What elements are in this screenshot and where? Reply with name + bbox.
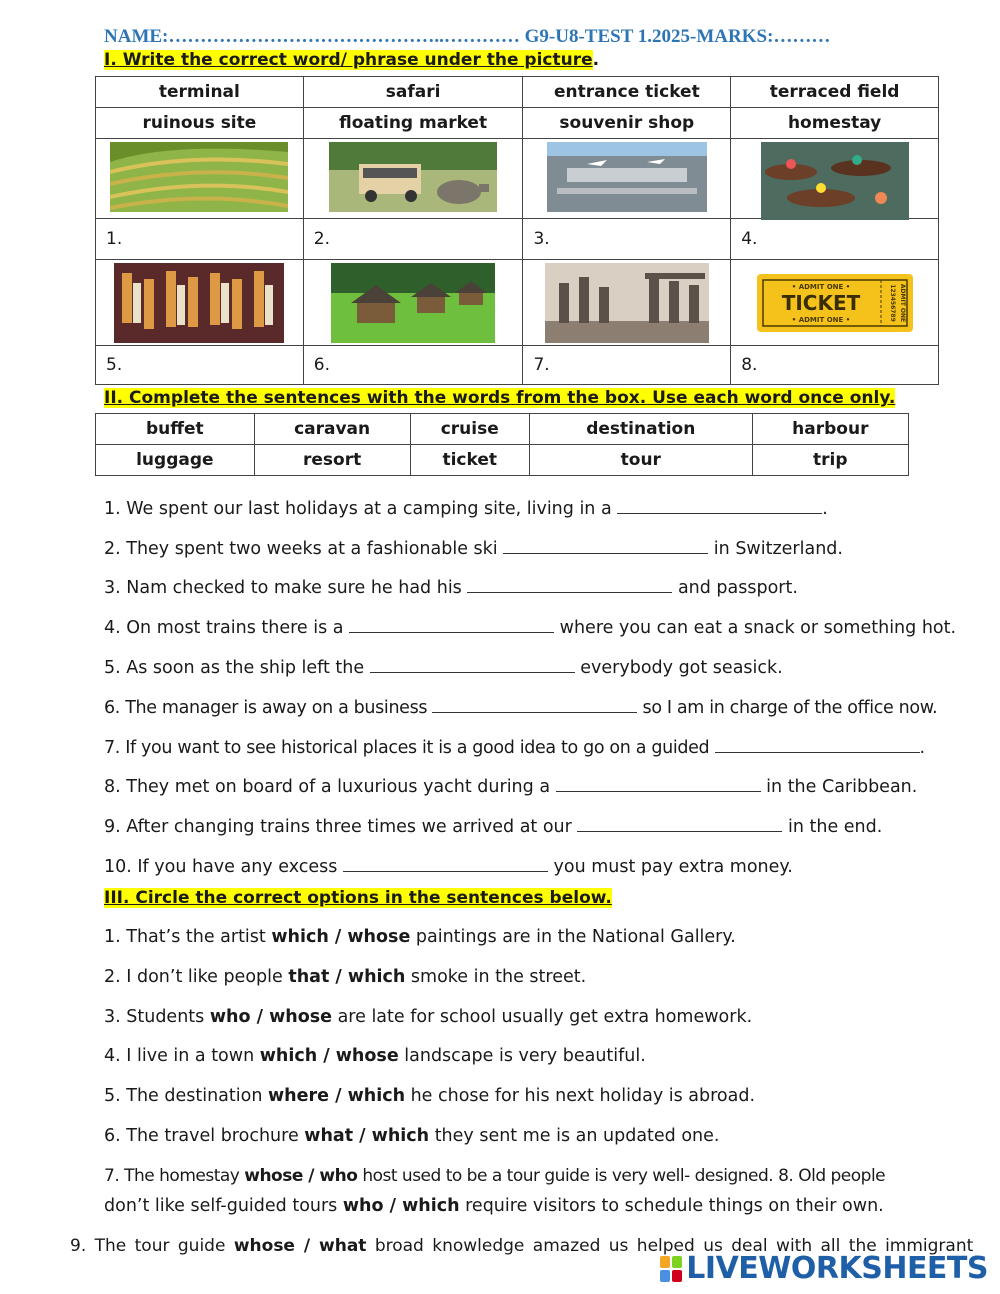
option-choices[interactable]: whose / who — [244, 1166, 358, 1186]
word-cell: souvenir shop — [523, 108, 731, 139]
sentence-text: 4. I live in a town — [104, 1046, 260, 1066]
sentence-text: don’t like self-guided tours — [104, 1196, 343, 1216]
box-word: trip — [752, 445, 908, 476]
choice-sentence — [104, 1046, 646, 1066]
picture-cell-souvenir-shop — [96, 260, 304, 346]
option-choices[interactable]: where / which — [268, 1086, 406, 1106]
fill-sentence — [104, 698, 937, 718]
sentence-text: he chose for his next holiday is abroad. — [405, 1086, 756, 1106]
test-header: NAME:……………………………………..………… G9-U8-TEST 1.2025-MARKS:……… — [104, 26, 831, 47]
sentence-text: and passport. — [672, 578, 798, 598]
sentence-text: 6. The travel brochure — [104, 1126, 305, 1146]
word-cell: terminal — [96, 77, 304, 108]
answer-cell[interactable]: 1. — [96, 219, 304, 260]
choice-sentence — [104, 967, 586, 987]
box-word: resort — [254, 445, 410, 476]
word-cell: safari — [303, 77, 523, 108]
fill-sentence — [104, 658, 783, 678]
sentence-text: in Switzerland. — [708, 539, 843, 559]
section-1-title-period: . — [592, 50, 600, 70]
section-1-title-text: I. Write the correct word/ phrase under the picture — [104, 50, 593, 70]
box-word: buffet — [96, 414, 255, 445]
option-choices[interactable]: that / which — [288, 967, 406, 987]
sentence-text: 10. If you have any excess — [104, 857, 343, 877]
picture-cell-homestay — [303, 260, 523, 346]
sentence-text: they sent me is an updated one. — [429, 1126, 720, 1146]
souvenir-shop-image — [114, 263, 284, 343]
section-1-table — [95, 76, 939, 385]
answer-cell[interactable]: 6. — [303, 346, 523, 385]
sentence-text: . — [822, 499, 828, 519]
box-word: ticket — [410, 445, 529, 476]
choice-sentence — [104, 927, 736, 947]
floating-market-image — [761, 142, 909, 220]
section-3-title — [104, 888, 612, 908]
sentence-text: 2. They spent two weeks at a fashionable ski — [104, 539, 504, 559]
fill-sentence — [104, 499, 828, 519]
blank-field[interactable] — [577, 817, 782, 832]
sentence-text: host used to be a tour guide is very well- designed. 8. Old people — [357, 1166, 886, 1186]
liveworksheets-icon — [660, 1256, 682, 1282]
word-cell: terraced field — [731, 77, 939, 108]
blank-field[interactable] — [432, 698, 637, 713]
choice-sentence — [104, 1007, 752, 1027]
sentence-text: in the end. — [782, 817, 883, 837]
blank-field[interactable] — [370, 658, 575, 673]
fill-sentence — [104, 618, 956, 638]
homestay-image — [331, 263, 495, 343]
blank-field[interactable] — [467, 578, 672, 593]
section-1-title — [104, 50, 599, 70]
choice-sentence — [104, 1196, 884, 1216]
word-cell: homestay — [731, 108, 939, 139]
fill-sentence — [104, 777, 917, 797]
picture-cell-floating-market — [731, 139, 939, 219]
word-cell: entrance ticket — [523, 77, 731, 108]
choice-sentence — [104, 1086, 755, 1106]
sentence-text: where you can eat a snack or something hot. — [554, 618, 957, 638]
safari-image — [329, 142, 497, 212]
box-word: caravan — [254, 414, 410, 445]
blank-field[interactable] — [715, 738, 920, 753]
sentence-text: so I am in charge of the office now. — [637, 698, 938, 718]
picture-cell-safari — [303, 139, 523, 219]
section-3-title-text: III. Circle the correct options in the sentences below. — [104, 888, 612, 908]
sentence-text: broad knowledge amazed us helped us deal with all the immigrant — [366, 1236, 974, 1256]
option-choices[interactable]: who / whose — [209, 1007, 333, 1027]
box-word: cruise — [410, 414, 529, 445]
ticket-side-text: ADMIT ONE — [898, 283, 906, 323]
box-word: tour — [529, 445, 752, 476]
picture-cell-ruinous-site — [523, 260, 731, 346]
box-word: luggage — [96, 445, 255, 476]
option-choices[interactable]: which / whose — [271, 927, 411, 947]
blank-field[interactable] — [617, 499, 822, 514]
sentence-text: smoke in the street. — [405, 967, 587, 987]
answer-cell[interactable]: 3. — [523, 219, 731, 260]
answer-cell[interactable]: 5. — [96, 346, 304, 385]
sentence-text: paintings are in the National Gallery. — [410, 927, 736, 947]
word-cell: floating market — [303, 108, 523, 139]
option-choices[interactable]: what / which — [304, 1126, 430, 1146]
answer-cell[interactable]: 4. — [731, 219, 939, 260]
choice-sentence — [104, 1166, 885, 1186]
box-word: harbour — [752, 414, 908, 445]
answer-cell[interactable]: 7. — [523, 346, 731, 385]
sentence-text: landscape is very beautiful. — [398, 1046, 646, 1066]
option-choices[interactable]: whose / what — [233, 1236, 367, 1256]
blank-field[interactable] — [556, 777, 761, 792]
choice-sentence — [104, 1126, 719, 1146]
word-box — [95, 413, 909, 476]
sentence-text: 8. They met on board of a luxurious yacht during a — [104, 777, 556, 797]
sentence-text: you must pay extra money. — [547, 857, 793, 877]
sentence-text: require visitors to schedule things on their own. — [459, 1196, 884, 1216]
ruinous-site-image — [545, 263, 709, 343]
sentence-text: 6. The manager is away on a business — [104, 698, 433, 718]
sentence-text: . — [919, 738, 925, 758]
liveworksheets-logo-text: LIVEWORKSHEETS — [686, 1251, 988, 1286]
blank-field[interactable] — [343, 857, 548, 872]
sentence-text: in the Caribbean. — [760, 777, 918, 797]
picture-cell-terraced-field — [96, 139, 304, 219]
terraced-field-image — [110, 142, 288, 212]
picture-cell-entrance-ticket — [731, 260, 939, 346]
blank-field[interactable] — [503, 539, 708, 554]
option-choices[interactable]: who / which — [342, 1196, 460, 1216]
sentence-text: 9. The tour guide — [70, 1236, 234, 1256]
sentence-text: 1. We spent our last holidays at a camping site, living in a — [104, 499, 618, 519]
answer-cell[interactable]: 2. — [303, 219, 523, 260]
section-2-title-text: II. Complete the sentences with the words from the box. Use each word once only. — [104, 388, 896, 408]
fill-sentence — [104, 738, 925, 758]
box-word: destination — [529, 414, 752, 445]
sentence-text: 4. On most trains there is a — [104, 618, 350, 638]
section-2-title — [104, 388, 895, 408]
sentence-text: 3. Students — [104, 1007, 210, 1027]
sentence-text: 1. That’s the artist — [104, 927, 272, 947]
sentence-text: 5. As soon as the ship left the — [104, 658, 370, 678]
word-cell: ruinous site — [96, 108, 304, 139]
ticket-bottom-text: • ADMIT ONE • — [791, 316, 850, 324]
sentence-text: are late for school usually get extra homework. — [332, 1007, 753, 1027]
fill-sentence — [104, 817, 882, 837]
sentence-text: 2. I don’t like people — [104, 967, 289, 987]
terminal-image — [547, 142, 707, 212]
ticket-main-text: TICKET — [781, 291, 860, 315]
sentence-text: 7. If you want to see historical places it is a good idea to go on a guided — [104, 738, 715, 758]
sentence-text: 9. After changing trains three times we arrived at our — [104, 817, 578, 837]
fill-sentence — [104, 539, 843, 559]
answer-cell[interactable]: 8. — [731, 346, 939, 385]
option-choices[interactable]: which / whose — [259, 1046, 399, 1066]
entrance-ticket-image — [755, 272, 915, 334]
fill-sentence — [104, 578, 798, 598]
sentence-text: everybody got seasick. — [574, 658, 783, 678]
ticket-top-text: • ADMIT ONE • — [791, 283, 850, 291]
sentence-text: 3. Nam checked to make sure he had his — [104, 578, 468, 598]
liveworksheets-logo[interactable] — [660, 1251, 988, 1286]
sentence-text: 7. The homestay — [104, 1166, 245, 1186]
picture-cell-terminal — [523, 139, 731, 219]
blank-field[interactable] — [349, 618, 554, 633]
ticket-serial-text: 123456789 — [888, 284, 896, 322]
fill-sentence — [104, 857, 793, 877]
sentence-text: 5. The destination — [104, 1086, 268, 1106]
